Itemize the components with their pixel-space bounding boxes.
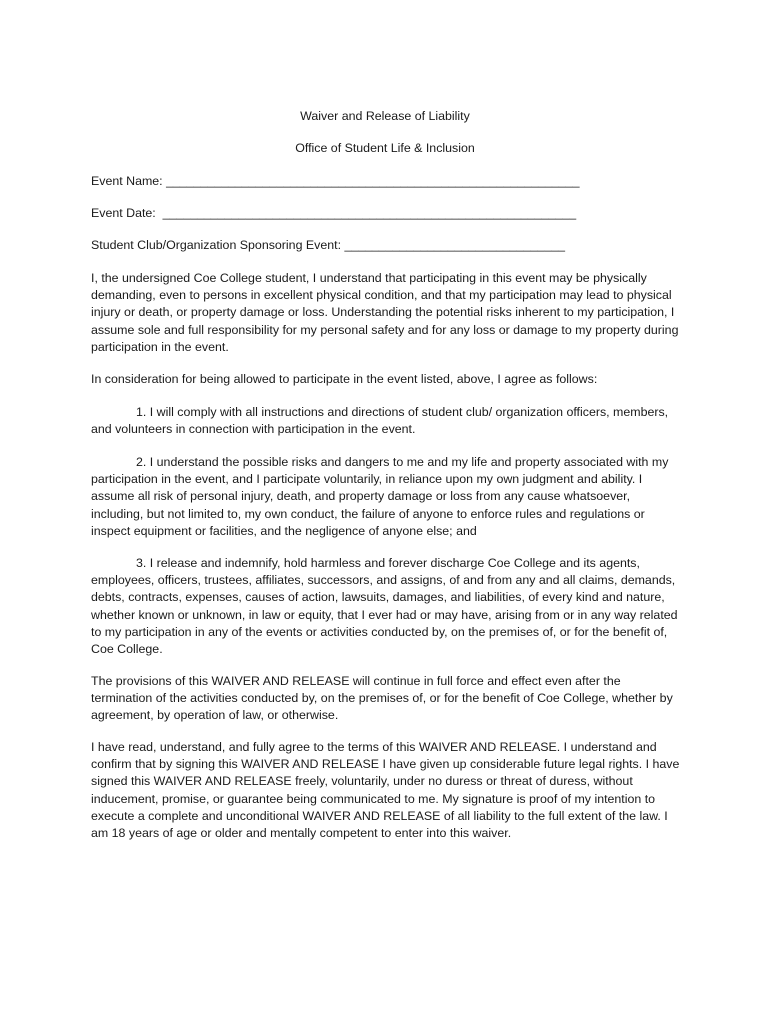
clause-2: 2. I understand the possible risks and dangers to me and my life and property associated with my participation in the event, and I participate voluntarily, in reliance upon my own judgment and ability. I assume all risk of personal injury, death, and property damage or loss from any cause whatsoever, including, but not limited to, my own conduct, the failure of anyone to enforce rules and regulations or inspect equipment or facilities, and the negligence of anyone else; and (91, 455, 669, 538)
office-name: Office of Student Life & Inclusion (295, 141, 475, 155)
event-date-field[interactable]: Event Date: ____________________________________________________________ (91, 206, 577, 220)
acknowledgement-paragraph: I have read, understand, and fully agree to the terms of this WAIVER AND RELEASE. I understand and confirm that by signing this WAIVER AND RELEASE I have given up considerable future legal rights. I have signed this WAIVER AND RELEASE freely, voluntarily, under no duress or threat of duress, without inducement, promise, or guarantee being communicated to me. My signature is proof of my intention to execute a complete and unconditional WAIVER AND RELEASE of all liability to the full extent of the law. I am 18 years of age or older and mentally competent to enter into this waiver. (91, 740, 680, 841)
provisions-paragraph: The provisions of this WAIVER AND RELEASE will continue in full force and effect even after the termination of the activities conducted by, on the premises of, or for the benefit of Coe College, whether by agreement, by operation of law, or otherwise. (91, 674, 673, 723)
consideration-paragraph: In consideration for being allowed to participate in the event listed, above, I agree as follows: (91, 372, 598, 386)
intro-paragraph: I, the undersigned Coe College student, I understand that participating in this event may be physically demanding, even to persons in excellent physical condition, and that my participation may lead to physical injury or death, or property damage or loss. Understanding the potential risks inherent to my participation, I assume sole and full responsibility for my personal safety and for any loss or damage to my property during participation in the event. (91, 271, 679, 354)
clause-3: 3. I release and indemnify, hold harmless and forever discharge Coe College and its agents, employees, officers, trustees, affiliates, successors, and assigns, of and from any and all claims, demands, debts, contracts, expenses, causes of action, lawsuits, damages, and liabilities, of every kind and nature, whether known or unknown, in law or equity, that I ever had or may have, arising from or in any way related to my participation in any of the events or activities conducted by, on the premises of, or for the benefit of, Coe College. (91, 556, 678, 657)
clause-1: 1. I will comply with all instructions and directions of student club/ organization officers, members, and volunteers in connection with participation in the event. (91, 405, 669, 437)
event-name-field[interactable]: Event Name: ____________________________________________________________ (91, 174, 580, 188)
document-title: Waiver and Release of Liability (300, 109, 470, 123)
sponsor-field[interactable]: Student Club/Organization Sponsoring Event: ________________________________ (91, 238, 565, 252)
